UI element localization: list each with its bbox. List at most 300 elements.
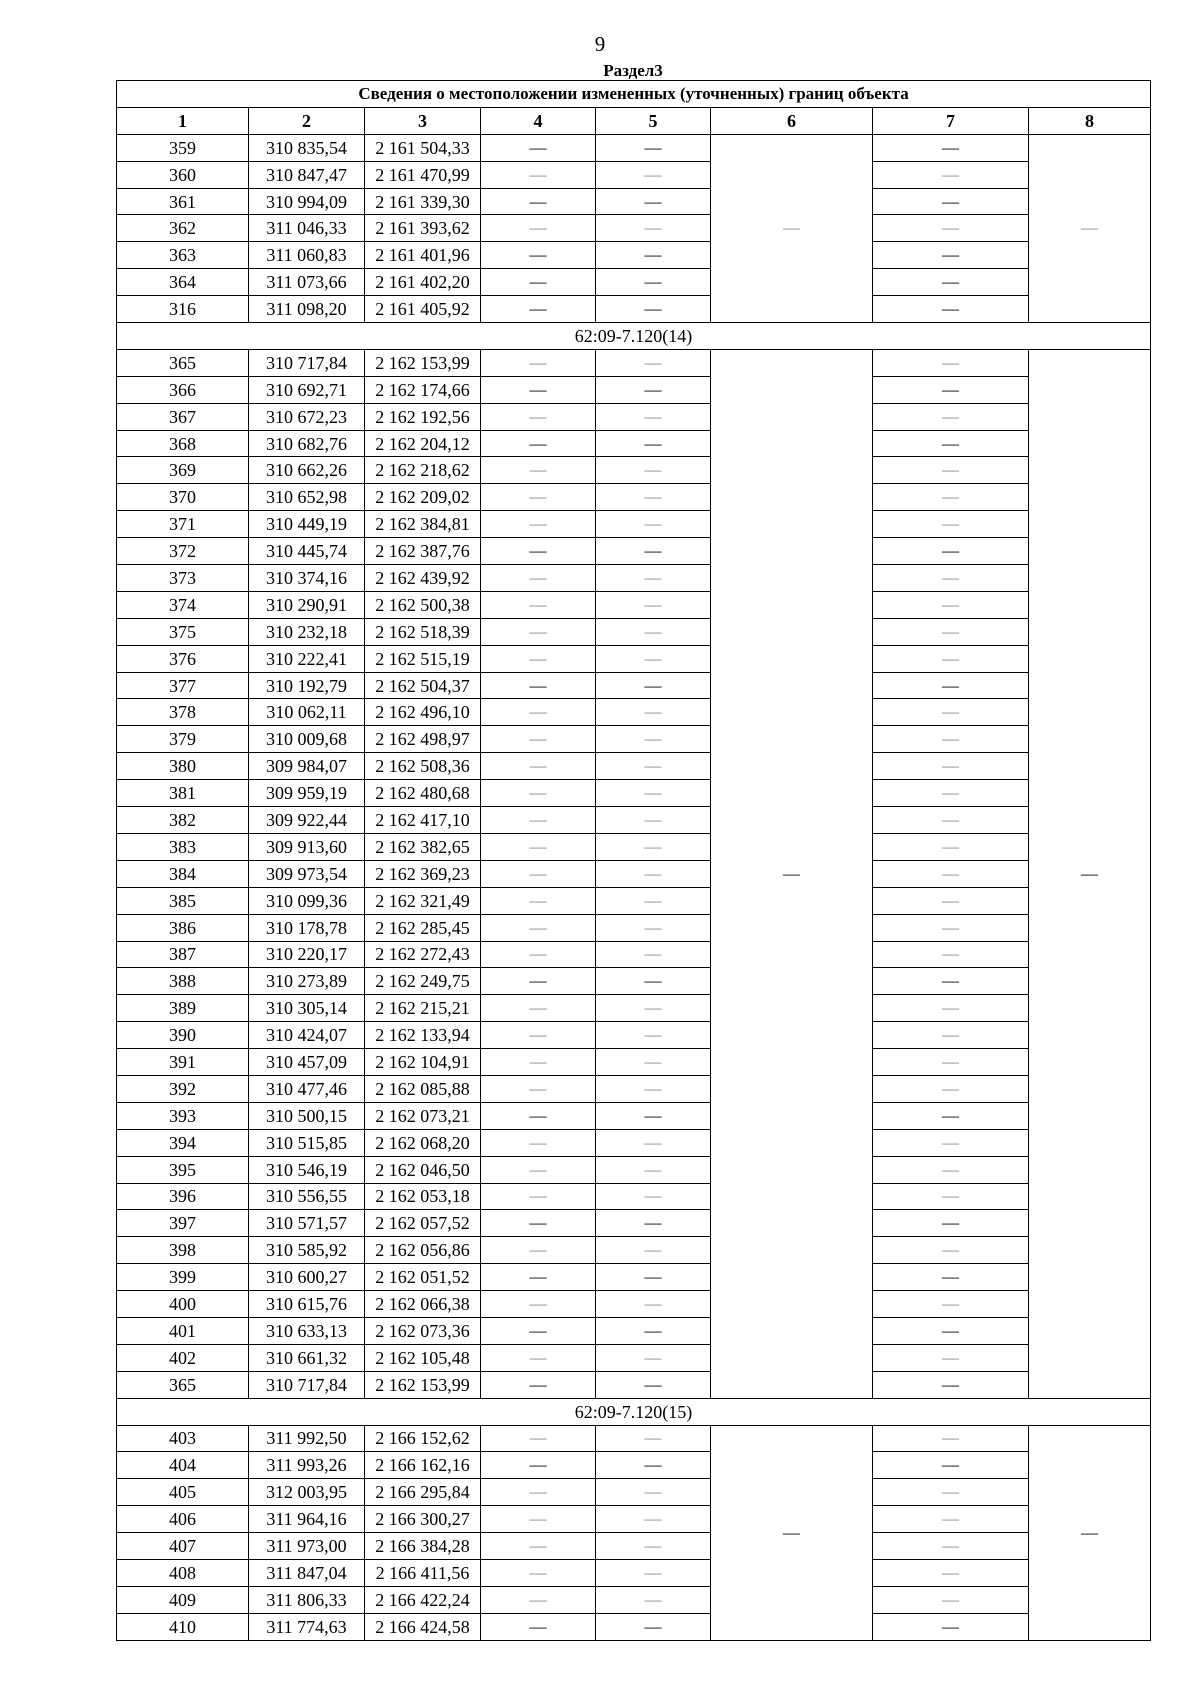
col5-cell: — xyxy=(596,1533,711,1560)
table-row xyxy=(117,403,1151,430)
point-number-cell: 393 xyxy=(117,1102,249,1129)
point-number-cell: 362 xyxy=(117,215,249,242)
col4-cell: — xyxy=(481,1075,596,1102)
y-coordinate-cell: 2 162 480,68 xyxy=(365,780,481,807)
point-number-cell: 400 xyxy=(117,1291,249,1318)
y-coordinate-cell: 2 162 387,76 xyxy=(365,538,481,565)
y-coordinate-cell: 2 162 209,02 xyxy=(365,484,481,511)
col8-merged-cell: — xyxy=(1029,134,1151,322)
x-coordinate-cell: 310 615,76 xyxy=(249,1291,365,1318)
x-coordinate-cell: 312 003,95 xyxy=(249,1479,365,1506)
y-coordinate-cell: 2 162 417,10 xyxy=(365,807,481,834)
y-coordinate-cell: 2 162 051,52 xyxy=(365,1264,481,1291)
col4-cell: — xyxy=(481,349,596,376)
table-row xyxy=(117,968,1151,995)
col5-cell: — xyxy=(596,1022,711,1049)
point-number-cell: 372 xyxy=(117,538,249,565)
table-row xyxy=(117,430,1151,457)
table-row xyxy=(117,1102,1151,1129)
col4-cell: — xyxy=(481,645,596,672)
col7-cell: — xyxy=(873,645,1029,672)
col5-cell: — xyxy=(596,887,711,914)
col4-cell: — xyxy=(481,941,596,968)
y-coordinate-cell: 2 162 056,86 xyxy=(365,1237,481,1264)
y-coordinate-cell: 2 162 174,66 xyxy=(365,376,481,403)
point-number-cell: 385 xyxy=(117,887,249,914)
col7-cell: — xyxy=(873,511,1029,538)
col5-cell: — xyxy=(596,1075,711,1102)
y-coordinate-cell: 2 162 498,97 xyxy=(365,726,481,753)
col7-cell: — xyxy=(873,1049,1029,1076)
x-coordinate-cell: 310 449,19 xyxy=(249,511,365,538)
col5-cell: — xyxy=(596,1237,711,1264)
col5-cell: — xyxy=(596,403,711,430)
col4-cell: — xyxy=(481,1506,596,1533)
table-row xyxy=(117,807,1151,834)
col7-cell: — xyxy=(873,134,1029,161)
table-row xyxy=(117,215,1151,242)
col4-cell: — xyxy=(481,1425,596,1452)
col5-cell: — xyxy=(596,1183,711,1210)
col5-cell: — xyxy=(596,780,711,807)
point-number-cell: 363 xyxy=(117,242,249,269)
point-number-cell: 379 xyxy=(117,726,249,753)
col5-cell: — xyxy=(596,1264,711,1291)
col7-cell: — xyxy=(873,161,1029,188)
col7-cell: — xyxy=(873,1210,1029,1237)
col4-cell: — xyxy=(481,1452,596,1479)
col5-cell: — xyxy=(596,726,711,753)
col4-cell: — xyxy=(481,511,596,538)
col5-cell: — xyxy=(596,645,711,672)
part-label-row xyxy=(117,323,1151,350)
x-coordinate-cell: 311 973,00 xyxy=(249,1533,365,1560)
y-coordinate-cell: 2 162 204,12 xyxy=(365,430,481,457)
point-number-cell: 382 xyxy=(117,807,249,834)
col4-cell: — xyxy=(481,1102,596,1129)
col4-cell: — xyxy=(481,538,596,565)
col5-cell: — xyxy=(596,242,711,269)
point-number-cell: 365 xyxy=(117,349,249,376)
col7-cell: — xyxy=(873,565,1029,592)
col8-merged-cell: — xyxy=(1029,349,1151,1398)
point-number-cell: 405 xyxy=(117,1479,249,1506)
col4-cell: — xyxy=(481,1156,596,1183)
x-coordinate-cell: 310 600,27 xyxy=(249,1264,365,1291)
table-row xyxy=(117,188,1151,215)
point-number-cell: 368 xyxy=(117,430,249,457)
point-number-cell: 401 xyxy=(117,1317,249,1344)
col4-cell: — xyxy=(481,457,596,484)
table-row xyxy=(117,618,1151,645)
table-row xyxy=(117,591,1151,618)
col5-cell: — xyxy=(596,457,711,484)
col7-cell: — xyxy=(873,753,1029,780)
col5-cell: — xyxy=(596,376,711,403)
col5-cell: — xyxy=(596,860,711,887)
table-row xyxy=(117,1586,1151,1613)
point-number-cell: 397 xyxy=(117,1210,249,1237)
col7-cell: — xyxy=(873,538,1029,565)
point-number-cell: 383 xyxy=(117,833,249,860)
column-header: 1 xyxy=(117,107,249,134)
point-number-cell: 366 xyxy=(117,376,249,403)
table-row xyxy=(117,538,1151,565)
table-row xyxy=(117,672,1151,699)
col5-cell: — xyxy=(596,161,711,188)
y-coordinate-cell: 2 162 066,38 xyxy=(365,1291,481,1318)
col4-cell: — xyxy=(481,1183,596,1210)
y-coordinate-cell: 2 166 152,62 xyxy=(365,1425,481,1452)
y-coordinate-cell: 2 162 153,99 xyxy=(365,1371,481,1398)
x-coordinate-cell: 310 009,68 xyxy=(249,726,365,753)
part-label-row xyxy=(117,1398,1151,1425)
table-row xyxy=(117,1613,1151,1640)
col7-cell: — xyxy=(873,780,1029,807)
col5-cell: — xyxy=(596,349,711,376)
col5-cell: — xyxy=(596,1452,711,1479)
y-coordinate-cell: 2 162 384,81 xyxy=(365,511,481,538)
part-label: 62:09-7.120(14) xyxy=(117,323,1151,350)
table-row xyxy=(117,914,1151,941)
col4-cell: — xyxy=(481,1533,596,1560)
col7-cell: — xyxy=(873,1317,1029,1344)
col5-cell: — xyxy=(596,1156,711,1183)
col5-cell: — xyxy=(596,1049,711,1076)
point-number-cell: 410 xyxy=(117,1613,249,1640)
col5-cell: — xyxy=(596,1613,711,1640)
x-coordinate-cell: 311 992,50 xyxy=(249,1425,365,1452)
point-number-cell: 384 xyxy=(117,860,249,887)
col7-cell: — xyxy=(873,1613,1029,1640)
point-number-cell: 409 xyxy=(117,1586,249,1613)
x-coordinate-cell: 310 994,09 xyxy=(249,188,365,215)
point-number-cell: 374 xyxy=(117,591,249,618)
y-coordinate-cell: 2 162 073,36 xyxy=(365,1317,481,1344)
column-header: 7 xyxy=(873,107,1029,134)
table-row xyxy=(117,511,1151,538)
y-coordinate-cell: 2 162 133,94 xyxy=(365,1022,481,1049)
col7-cell: — xyxy=(873,457,1029,484)
point-number-cell: 380 xyxy=(117,753,249,780)
table-title: Сведения о местоположении измененных (уточненных) границ объекта xyxy=(117,81,1151,108)
table-row xyxy=(117,1049,1151,1076)
col6-merged-cell: — xyxy=(711,1425,873,1640)
y-coordinate-cell: 2 162 046,50 xyxy=(365,1156,481,1183)
x-coordinate-cell: 310 178,78 xyxy=(249,914,365,941)
col4-cell: — xyxy=(481,1479,596,1506)
x-coordinate-cell: 309 922,44 xyxy=(249,807,365,834)
y-coordinate-cell: 2 166 411,56 xyxy=(365,1559,481,1586)
col7-cell: — xyxy=(873,296,1029,323)
col7-cell: — xyxy=(873,1533,1029,1560)
col5-cell: — xyxy=(596,753,711,780)
table-row xyxy=(117,565,1151,592)
table-row xyxy=(117,1075,1151,1102)
col7-cell: — xyxy=(873,188,1029,215)
x-coordinate-cell: 310 662,26 xyxy=(249,457,365,484)
col7-cell: — xyxy=(873,726,1029,753)
x-coordinate-cell: 310 222,41 xyxy=(249,645,365,672)
y-coordinate-cell: 2 162 496,10 xyxy=(365,699,481,726)
col4-cell: — xyxy=(481,565,596,592)
x-coordinate-cell: 309 959,19 xyxy=(249,780,365,807)
y-coordinate-cell: 2 161 393,62 xyxy=(365,215,481,242)
col7-cell: — xyxy=(873,672,1029,699)
col7-cell: — xyxy=(873,242,1029,269)
y-coordinate-cell: 2 162 105,48 xyxy=(365,1344,481,1371)
y-coordinate-cell: 2 162 518,39 xyxy=(365,618,481,645)
col4-cell: — xyxy=(481,161,596,188)
table-row xyxy=(117,1237,1151,1264)
col5-cell: — xyxy=(596,591,711,618)
col4-cell: — xyxy=(481,618,596,645)
col7-cell: — xyxy=(873,591,1029,618)
point-number-cell: 404 xyxy=(117,1452,249,1479)
col4-cell: — xyxy=(481,296,596,323)
col5-cell: — xyxy=(596,1344,711,1371)
point-number-cell: 402 xyxy=(117,1344,249,1371)
col7-cell: — xyxy=(873,914,1029,941)
col5-cell: — xyxy=(596,215,711,242)
col4-cell: — xyxy=(481,968,596,995)
point-number-cell: 377 xyxy=(117,672,249,699)
col7-cell: — xyxy=(873,1506,1029,1533)
column-header: 4 xyxy=(481,107,596,134)
col5-cell: — xyxy=(596,1371,711,1398)
x-coordinate-cell: 311 060,83 xyxy=(249,242,365,269)
table-row xyxy=(117,484,1151,511)
x-coordinate-cell: 309 984,07 xyxy=(249,753,365,780)
col4-cell: — xyxy=(481,134,596,161)
x-coordinate-cell: 311 847,04 xyxy=(249,1559,365,1586)
section-title: Раздел3 xyxy=(603,61,663,80)
y-coordinate-cell: 2 162 053,18 xyxy=(365,1183,481,1210)
column-header: 3 xyxy=(365,107,481,134)
x-coordinate-cell: 310 835,54 xyxy=(249,134,365,161)
table-row xyxy=(117,269,1151,296)
table-row xyxy=(117,1022,1151,1049)
col4-cell: — xyxy=(481,1237,596,1264)
y-coordinate-cell: 2 161 504,33 xyxy=(365,134,481,161)
table-row xyxy=(117,242,1151,269)
x-coordinate-cell: 310 424,07 xyxy=(249,1022,365,1049)
col4-cell: — xyxy=(481,914,596,941)
table-row xyxy=(117,1344,1151,1371)
column-header: 5 xyxy=(596,107,711,134)
col4-cell: — xyxy=(481,1586,596,1613)
x-coordinate-cell: 309 913,60 xyxy=(249,833,365,860)
page-number: 9 xyxy=(594,32,606,56)
col5-cell: — xyxy=(596,134,711,161)
point-number-cell: 387 xyxy=(117,941,249,968)
col7-cell: — xyxy=(873,699,1029,726)
col7-cell: — xyxy=(873,1022,1029,1049)
col4-cell: — xyxy=(481,780,596,807)
y-coordinate-cell: 2 162 192,56 xyxy=(365,403,481,430)
x-coordinate-cell: 311 993,26 xyxy=(249,1452,365,1479)
col7-cell: — xyxy=(873,1371,1029,1398)
y-coordinate-cell: 2 162 104,91 xyxy=(365,1049,481,1076)
x-coordinate-cell: 311 073,66 xyxy=(249,269,365,296)
y-coordinate-cell: 2 162 272,43 xyxy=(365,941,481,968)
col5-cell: — xyxy=(596,699,711,726)
col5-cell: — xyxy=(596,296,711,323)
y-coordinate-cell: 2 162 215,21 xyxy=(365,995,481,1022)
column-header: 6 xyxy=(711,107,873,134)
col4-cell: — xyxy=(481,1264,596,1291)
point-number-cell: 389 xyxy=(117,995,249,1022)
col5-cell: — xyxy=(596,1586,711,1613)
col4-cell: — xyxy=(481,672,596,699)
y-coordinate-cell: 2 166 162,16 xyxy=(365,1452,481,1479)
table-row xyxy=(117,1425,1151,1452)
y-coordinate-cell: 2 166 422,24 xyxy=(365,1586,481,1613)
point-number-cell: 406 xyxy=(117,1506,249,1533)
col4-cell: — xyxy=(481,726,596,753)
col7-cell: — xyxy=(873,941,1029,968)
y-coordinate-cell: 2 166 295,84 xyxy=(365,1479,481,1506)
point-number-cell: 395 xyxy=(117,1156,249,1183)
point-number-cell: 376 xyxy=(117,645,249,672)
column-header-row xyxy=(117,107,1151,134)
table-row xyxy=(117,1210,1151,1237)
col7-cell: — xyxy=(873,430,1029,457)
col7-cell: — xyxy=(873,269,1029,296)
col5-cell: — xyxy=(596,269,711,296)
y-coordinate-cell: 2 162 218,62 xyxy=(365,457,481,484)
col7-cell: — xyxy=(873,1183,1029,1210)
x-coordinate-cell: 311 964,16 xyxy=(249,1506,365,1533)
point-number-cell: 369 xyxy=(117,457,249,484)
x-coordinate-cell: 310 290,91 xyxy=(249,591,365,618)
col4-cell: — xyxy=(481,1371,596,1398)
point-number-cell: 375 xyxy=(117,618,249,645)
x-coordinate-cell: 310 273,89 xyxy=(249,968,365,995)
x-coordinate-cell: 310 099,36 xyxy=(249,887,365,914)
x-coordinate-cell: 310 571,57 xyxy=(249,1210,365,1237)
col4-cell: — xyxy=(481,1129,596,1156)
x-coordinate-cell: 310 682,76 xyxy=(249,430,365,457)
point-number-cell: 365 xyxy=(117,1371,249,1398)
table-row xyxy=(117,645,1151,672)
table-row xyxy=(117,1371,1151,1398)
table-row xyxy=(117,457,1151,484)
point-number-cell: 316 xyxy=(117,296,249,323)
col5-cell: — xyxy=(596,565,711,592)
y-coordinate-cell: 2 166 424,58 xyxy=(365,1613,481,1640)
col7-cell: — xyxy=(873,1156,1029,1183)
y-coordinate-cell: 2 162 249,75 xyxy=(365,968,481,995)
col5-cell: — xyxy=(596,430,711,457)
y-coordinate-cell: 2 161 339,30 xyxy=(365,188,481,215)
col4-cell: — xyxy=(481,242,596,269)
y-coordinate-cell: 2 161 402,20 xyxy=(365,269,481,296)
col6-merged-cell: — xyxy=(711,134,873,322)
col7-cell: — xyxy=(873,860,1029,887)
table-row xyxy=(117,1129,1151,1156)
table-row xyxy=(117,161,1151,188)
x-coordinate-cell: 310 305,14 xyxy=(249,995,365,1022)
col4-cell: — xyxy=(481,860,596,887)
table-row xyxy=(117,1479,1151,1506)
col4-cell: — xyxy=(481,1559,596,1586)
x-coordinate-cell: 310 192,79 xyxy=(249,672,365,699)
table-row xyxy=(117,860,1151,887)
col5-cell: — xyxy=(596,1506,711,1533)
y-coordinate-cell: 2 161 470,99 xyxy=(365,161,481,188)
y-coordinate-cell: 2 162 382,65 xyxy=(365,833,481,860)
table-body xyxy=(117,134,1151,1640)
point-number-cell: 370 xyxy=(117,484,249,511)
table-title-row xyxy=(117,81,1151,108)
x-coordinate-cell: 310 692,71 xyxy=(249,376,365,403)
table-row xyxy=(117,1291,1151,1318)
table-row xyxy=(117,1533,1151,1560)
col7-cell: — xyxy=(873,1237,1029,1264)
col7-cell: — xyxy=(873,1291,1029,1318)
x-coordinate-cell: 310 500,15 xyxy=(249,1102,365,1129)
col4-cell: — xyxy=(481,1022,596,1049)
point-number-cell: 408 xyxy=(117,1559,249,1586)
table-row xyxy=(117,887,1151,914)
col7-cell: — xyxy=(873,1075,1029,1102)
y-coordinate-cell: 2 162 504,37 xyxy=(365,672,481,699)
x-coordinate-cell: 311 806,33 xyxy=(249,1586,365,1613)
y-coordinate-cell: 2 162 068,20 xyxy=(365,1129,481,1156)
col5-cell: — xyxy=(596,618,711,645)
point-number-cell: 388 xyxy=(117,968,249,995)
table-row xyxy=(117,1183,1151,1210)
col4-cell: — xyxy=(481,1210,596,1237)
y-coordinate-cell: 2 162 057,52 xyxy=(365,1210,481,1237)
table-row xyxy=(117,780,1151,807)
col4-cell: — xyxy=(481,1344,596,1371)
y-coordinate-cell: 2 162 285,45 xyxy=(365,914,481,941)
col7-cell: — xyxy=(873,215,1029,242)
table-row xyxy=(117,1317,1151,1344)
col4-cell: — xyxy=(481,753,596,780)
col7-cell: — xyxy=(873,887,1029,914)
col4-cell: — xyxy=(481,430,596,457)
table-row xyxy=(117,376,1151,403)
point-number-cell: 378 xyxy=(117,699,249,726)
point-number-cell: 390 xyxy=(117,1022,249,1049)
x-coordinate-cell: 310 717,84 xyxy=(249,1371,365,1398)
point-number-cell: 398 xyxy=(117,1237,249,1264)
col7-cell: — xyxy=(873,403,1029,430)
col7-cell: — xyxy=(873,1479,1029,1506)
col4-cell: — xyxy=(481,484,596,511)
point-number-cell: 364 xyxy=(117,269,249,296)
x-coordinate-cell: 310 717,84 xyxy=(249,349,365,376)
y-coordinate-cell: 2 162 500,38 xyxy=(365,591,481,618)
col5-cell: — xyxy=(596,1559,711,1586)
col7-cell: — xyxy=(873,1102,1029,1129)
col5-cell: — xyxy=(596,1479,711,1506)
x-coordinate-cell: 310 062,11 xyxy=(249,699,365,726)
y-coordinate-cell: 2 166 300,27 xyxy=(365,1506,481,1533)
point-number-cell: 361 xyxy=(117,188,249,215)
col5-cell: — xyxy=(596,807,711,834)
col5-cell: — xyxy=(596,1317,711,1344)
col4-cell: — xyxy=(481,376,596,403)
col4-cell: — xyxy=(481,1049,596,1076)
y-coordinate-cell: 2 162 439,92 xyxy=(365,565,481,592)
col5-cell: — xyxy=(596,995,711,1022)
y-coordinate-cell: 2 162 369,23 xyxy=(365,860,481,887)
part-label: 62:09-7.120(15) xyxy=(117,1398,1151,1425)
